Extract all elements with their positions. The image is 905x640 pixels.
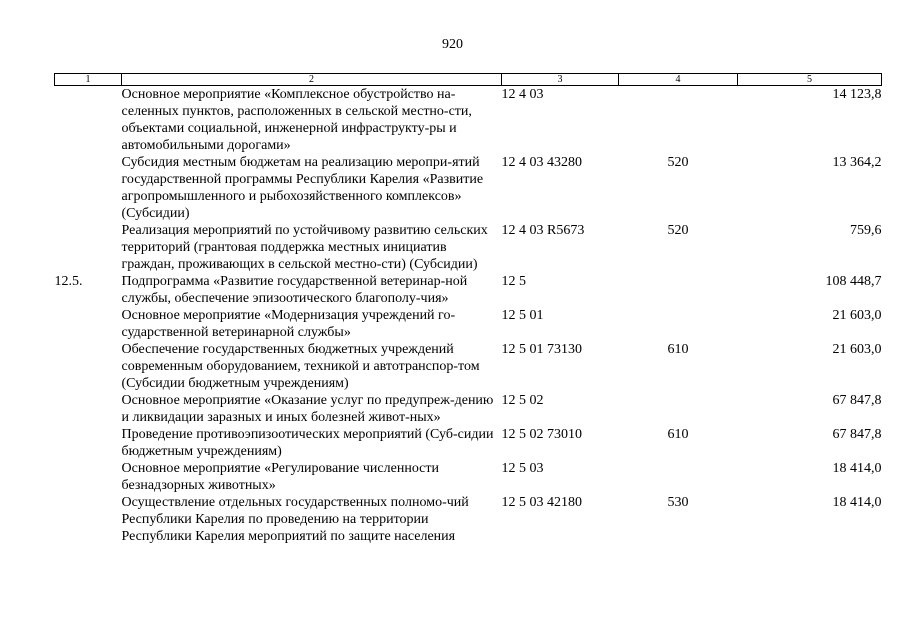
row-number — [55, 154, 122, 222]
row-amount: 18 414,0 — [832, 495, 882, 510]
row-amount: 13 364,2 — [832, 155, 882, 170]
table-row — [55, 494, 882, 545]
row-name: Проведение противоэпизоотических мероприятий (Суб-сидии бюджетным учреждениям) — [121, 427, 494, 459]
table-row — [55, 307, 882, 341]
row-number: 12.5. — [54, 274, 83, 289]
table-row — [55, 273, 882, 307]
row-number — [55, 426, 122, 460]
column-header-4: 4 — [619, 74, 738, 86]
row-number — [55, 392, 122, 426]
row-type — [619, 392, 738, 426]
row-number — [55, 307, 122, 341]
table-row — [55, 460, 882, 494]
row-type — [619, 273, 738, 307]
row-code: 12 5 02 — [501, 393, 544, 408]
column-header-2: 2 — [122, 74, 502, 86]
row-number — [55, 86, 122, 155]
row-type: 520 — [667, 155, 689, 170]
row-type: 530 — [667, 495, 689, 510]
row-code: 12 4 03 R5673 — [501, 223, 585, 238]
row-name: Реализация мероприятий по устойчивому развитию сельских территорий (грантовая поддержка местных инициатив граждан, проживающих в сельской местно-сти) (Субсидии) — [121, 223, 488, 272]
table-row — [55, 222, 882, 273]
row-amount: 21 603,0 — [832, 308, 882, 323]
table-row — [55, 341, 882, 392]
row-type: 520 — [667, 223, 689, 238]
row-code: 12 5 01 73130 — [501, 342, 582, 357]
row-type — [619, 460, 738, 494]
row-amount: 18 414,0 — [832, 461, 882, 476]
row-name: Подпрограмма «Развитие государственной ветеринар-ной службы, обеспечение эпизоотического благополу-чия» — [121, 274, 468, 306]
row-code: 12 4 03 43280 — [501, 155, 582, 170]
row-type — [619, 307, 738, 341]
row-name: Основное мероприятие «Регулирование численности безнадзорных животных» — [121, 461, 439, 493]
row-code: 12 5 02 73010 — [501, 427, 582, 442]
row-amount: 759,6 — [850, 223, 882, 238]
row-number — [55, 341, 122, 392]
row-number — [55, 494, 122, 545]
row-name: Основное мероприятие «Комплексное обустройство на-селенных пунктов, расположенных в сельской местно-сти, объектами социальной, инженерной инфраструкту-ры и автомобильными дорогами» — [121, 87, 472, 153]
table-row — [55, 86, 882, 155]
row-name: Субсидия местным бюджетам на реализацию меропри-ятий государственной программы Республики Карелия «Развитие агропромышленного и рыбохозяйственного комплексов» (Субсидии) — [121, 155, 484, 221]
column-header-1: 1 — [55, 74, 122, 86]
row-number — [55, 460, 122, 494]
row-name: Осуществление отдельных государственных полномо-чий Республики Карелия по проведению на территории Республики Карелия мероприятий по защите населения — [121, 495, 469, 544]
row-type — [619, 86, 738, 155]
row-amount: 67 847,8 — [832, 427, 882, 442]
row-type: 610 — [667, 342, 689, 357]
row-name: Основное мероприятие «Оказание услуг по предупреж-дению и ликвидации заразных и иных болезней живот-ных» — [121, 393, 494, 425]
row-number — [55, 222, 122, 273]
row-amount: 67 847,8 — [832, 393, 882, 408]
row-code: 12 5 01 — [501, 308, 544, 323]
row-code: 12 5 — [501, 274, 526, 289]
row-code: 12 5 03 — [501, 461, 544, 476]
row-amount: 108 448,7 — [825, 274, 882, 289]
table-header-row — [55, 74, 882, 86]
column-header-3: 3 — [502, 74, 619, 86]
row-amount: 14 123,8 — [832, 87, 882, 102]
page-number: 920 — [442, 37, 463, 52]
table-row — [55, 392, 882, 426]
column-header-5: 5 — [738, 74, 882, 86]
row-code: 12 4 03 — [501, 87, 544, 102]
table-row — [55, 154, 882, 222]
budget-table — [54, 73, 882, 545]
row-amount: 21 603,0 — [832, 342, 882, 357]
table-row — [55, 426, 882, 460]
row-name: Основное мероприятие «Модернизация учреждений го-сударственной ветеринарной службы» — [121, 308, 456, 340]
row-type: 610 — [667, 427, 689, 442]
row-name: Обеспечение государственных бюджетных учреждений современным оборудованием, техникой и автотранспор-том (Субсидии бюджетным учреждениям) — [121, 342, 480, 391]
row-code: 12 5 03 42180 — [501, 495, 582, 510]
